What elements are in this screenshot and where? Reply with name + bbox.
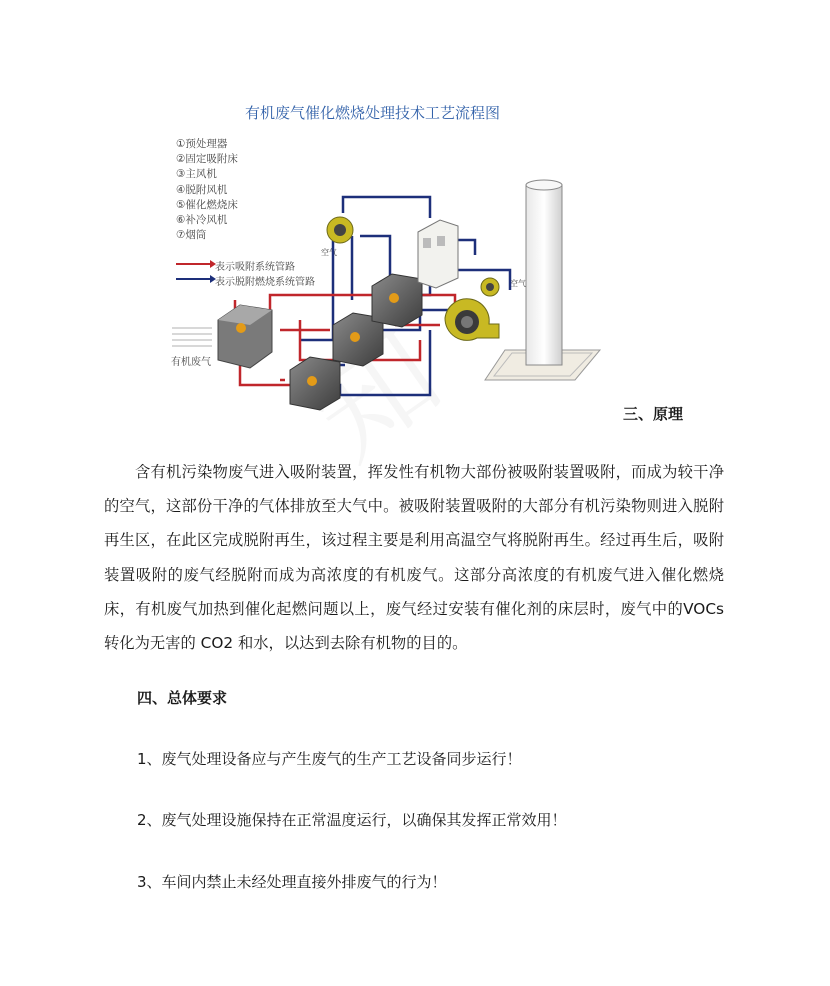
requirement-item-3: 3、车间内禁止未经处理直接外排废气的行为！ (137, 873, 447, 891)
desorption-fan (327, 217, 353, 243)
legend-item: ⑦烟筒 (176, 229, 207, 242)
adsorption-bed-1 (290, 357, 340, 410)
legend-item: ⑥补冷风机 (176, 214, 228, 227)
pretreater (218, 305, 272, 368)
cold-air-fan (481, 278, 499, 296)
inlet-label: 有机废气 (171, 357, 211, 368)
requirement-item-1: 1、废气处理设备应与产生废气的生产工艺设备同步运行！ (137, 750, 522, 768)
main-fan (445, 299, 499, 341)
section-3-heading: 三、原理 (623, 405, 684, 423)
process-flow-diagram (160, 90, 680, 420)
legend-item: ②固定吸附床 (176, 153, 238, 166)
adsorption-line-legend: 表示吸附系统管路 (215, 262, 295, 273)
principle-paragraph: 含有机污染物废气进入吸附装置，挥发性有机物大部份被吸附装置吸附，而成为较干净的空气，这部份干净的气体排放至大气中。被吸附装置吸附的大部分有机污染物则进入脱附再生区，在此区完成脱附再生，该过程主要是利用高温空气将脱附再生。经过再生后，吸附装置吸附的废气经脱附而成为高浓度的有机废气。这部分高浓度的有机废气进入催化燃烧床，有机废气加热到催化起燃问题以上，废气经过安装有催化剂的床层时，废气中的VOCs 转化为无害的 CO2 和水，以达到去除有机物的目的。 (104, 463, 724, 653)
adsorption-bed-3 (372, 274, 422, 327)
air-label-left: 空气 (321, 248, 337, 257)
diagram-title: 有机废气催化燃烧处理技术工艺流程图 (245, 104, 501, 122)
requirement-item-2: 2、废气处理设施保持在正常温度运行，以确保其发挥正常效用！ (137, 811, 567, 829)
legend-item: ④脱附风机 (176, 183, 228, 196)
legend-item: ①预处理器 (176, 138, 228, 150)
section-4-heading: 四、总体要求 (137, 689, 228, 707)
legend-item: ⑤催化燃烧床 (176, 198, 238, 211)
legend-item: ③主风机 (176, 168, 217, 181)
chimney-stack (526, 185, 562, 365)
catalytic-combustion-bed (418, 220, 458, 288)
air-label-right: 空气 (510, 279, 526, 288)
desorption-line-legend: 表示脱附燃烧系统管路 (215, 277, 315, 288)
inlet-arrows (172, 328, 212, 346)
